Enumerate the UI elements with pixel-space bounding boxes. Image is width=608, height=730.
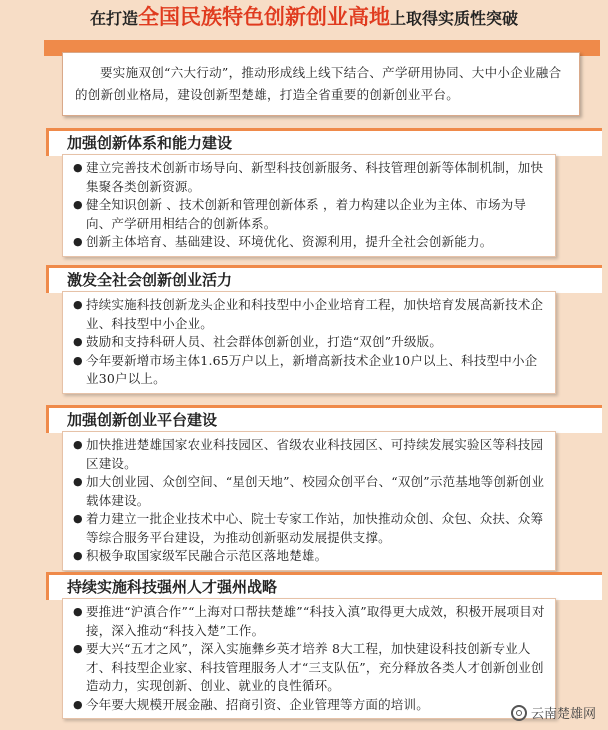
section-1-heading: 加强创新体系和能力建设 <box>46 128 602 156</box>
bullet-icon: ● <box>73 235 83 248</box>
list-item: ● 持续实施科技创新龙头企业和科技型中小企业培育工程，加快培育发展高新技术企业、科技型中小企业。 <box>73 297 544 331</box>
section-3-body <box>62 431 556 571</box>
bullet-icon: ● <box>73 161 83 174</box>
list-item: ● 今年要新增市场主体1.65万户以上，新增高新技术企业10户以上、科技型中小企业30户以上。 <box>73 352 538 386</box>
bullet-icon: ● <box>73 605 83 618</box>
section-3-heading: 加强创新创业平台建设 <box>46 405 602 433</box>
title-highlight: 全国民族特色创新创业高地 <box>138 5 390 29</box>
bullet-icon: ● <box>73 549 83 562</box>
page-title <box>0 4 608 32</box>
bullet-icon: ● <box>73 697 83 711</box>
list-item: ● 着力建立一批企业技术中心、院士专家工作站，加快推动众创、众包、众扶、众筹等综合服务平台建设，为推动创新驱动发展提供支撑。 <box>73 511 544 545</box>
section-4-heading: 持续实施科技强州人才强州战略 <box>46 572 602 600</box>
list-item: ● 鼓励和支持科研人员、社会群体创新创业，打造“双创”升级版。 <box>73 333 547 352</box>
list-item: ● 创新主体培育、基础建设、环境优化、资源利用，提升全社会创新能力。 <box>73 233 547 252</box>
section-2-body <box>62 291 556 394</box>
list-item: ● 要大兴“五才之风”，深入实施彝乡英才培养 8大工程，加快建设科技创新专业人才、科技型企业家、科技管理服务人才“三支队伍”，充分释放各类人才创新创业创造动力，实现创新、创业、就业的良性循环。 <box>73 641 544 693</box>
section-4-body <box>62 598 556 719</box>
list-item: ● 今年要大规模开展金融、招商引资、企业管理等方面的培训。 <box>73 696 547 715</box>
bullet-icon: ● <box>73 475 83 488</box>
bullet-icon: ● <box>73 512 83 525</box>
section-1-body <box>62 154 556 257</box>
wechat-channel-icon <box>511 705 527 721</box>
title-prefix: 在打造 <box>89 9 138 28</box>
list-item: ● 要推进“沪滇合作”“上海对口帮扶楚雄”“科技入滇”取得更大成效，积极开展项目对接，深入推动“科技入楚”工作。 <box>73 604 545 638</box>
watermark-text: 云南楚雄网 <box>530 707 596 722</box>
list-item: ● 建立完善技术创新市场导向、新型科技创新服务、科技管理创新等体制机制，加快集聚各类创新资源。 <box>73 160 544 194</box>
section-2-heading: 激发全社会创新创业活力 <box>46 265 602 293</box>
list-item: ● 健全知识创新 、技术创新和管理创新体系 ，着力构建以企业为主体、市场为导向、产学研用相结合的创新体系。 <box>73 197 527 231</box>
list-item: ● 积极争取国家级军民融合示范区落地楚雄。 <box>73 547 547 566</box>
bullet-icon: ● <box>73 298 83 311</box>
bullet-icon: ● <box>73 642 83 655</box>
bullet-icon: ● <box>73 335 83 348</box>
bullet-icon: ● <box>73 198 83 211</box>
watermark <box>511 703 596 722</box>
list-item: ● 加大创业园、众创空间、“星创天地”、校园众创平台、“双创”示范基地等创新创业载体建设。 <box>73 474 545 508</box>
title-suffix: 上取得实质性突破 <box>390 9 519 28</box>
list-item: ● 加快推进楚雄国家农业科技园区、省级农业科技园区、可持续发展实验区等科技园区建设。 <box>73 437 544 471</box>
bullet-icon: ● <box>73 353 83 367</box>
intro-paragraph: 要实施双创“六大行动”，推动形成线上线下结合、产学研用协同、大中小企业融合的创新创业格局，建设创新型楚雄，打造全省重要的创新创业平台。 <box>62 52 580 116</box>
bullet-icon: ● <box>73 438 83 451</box>
